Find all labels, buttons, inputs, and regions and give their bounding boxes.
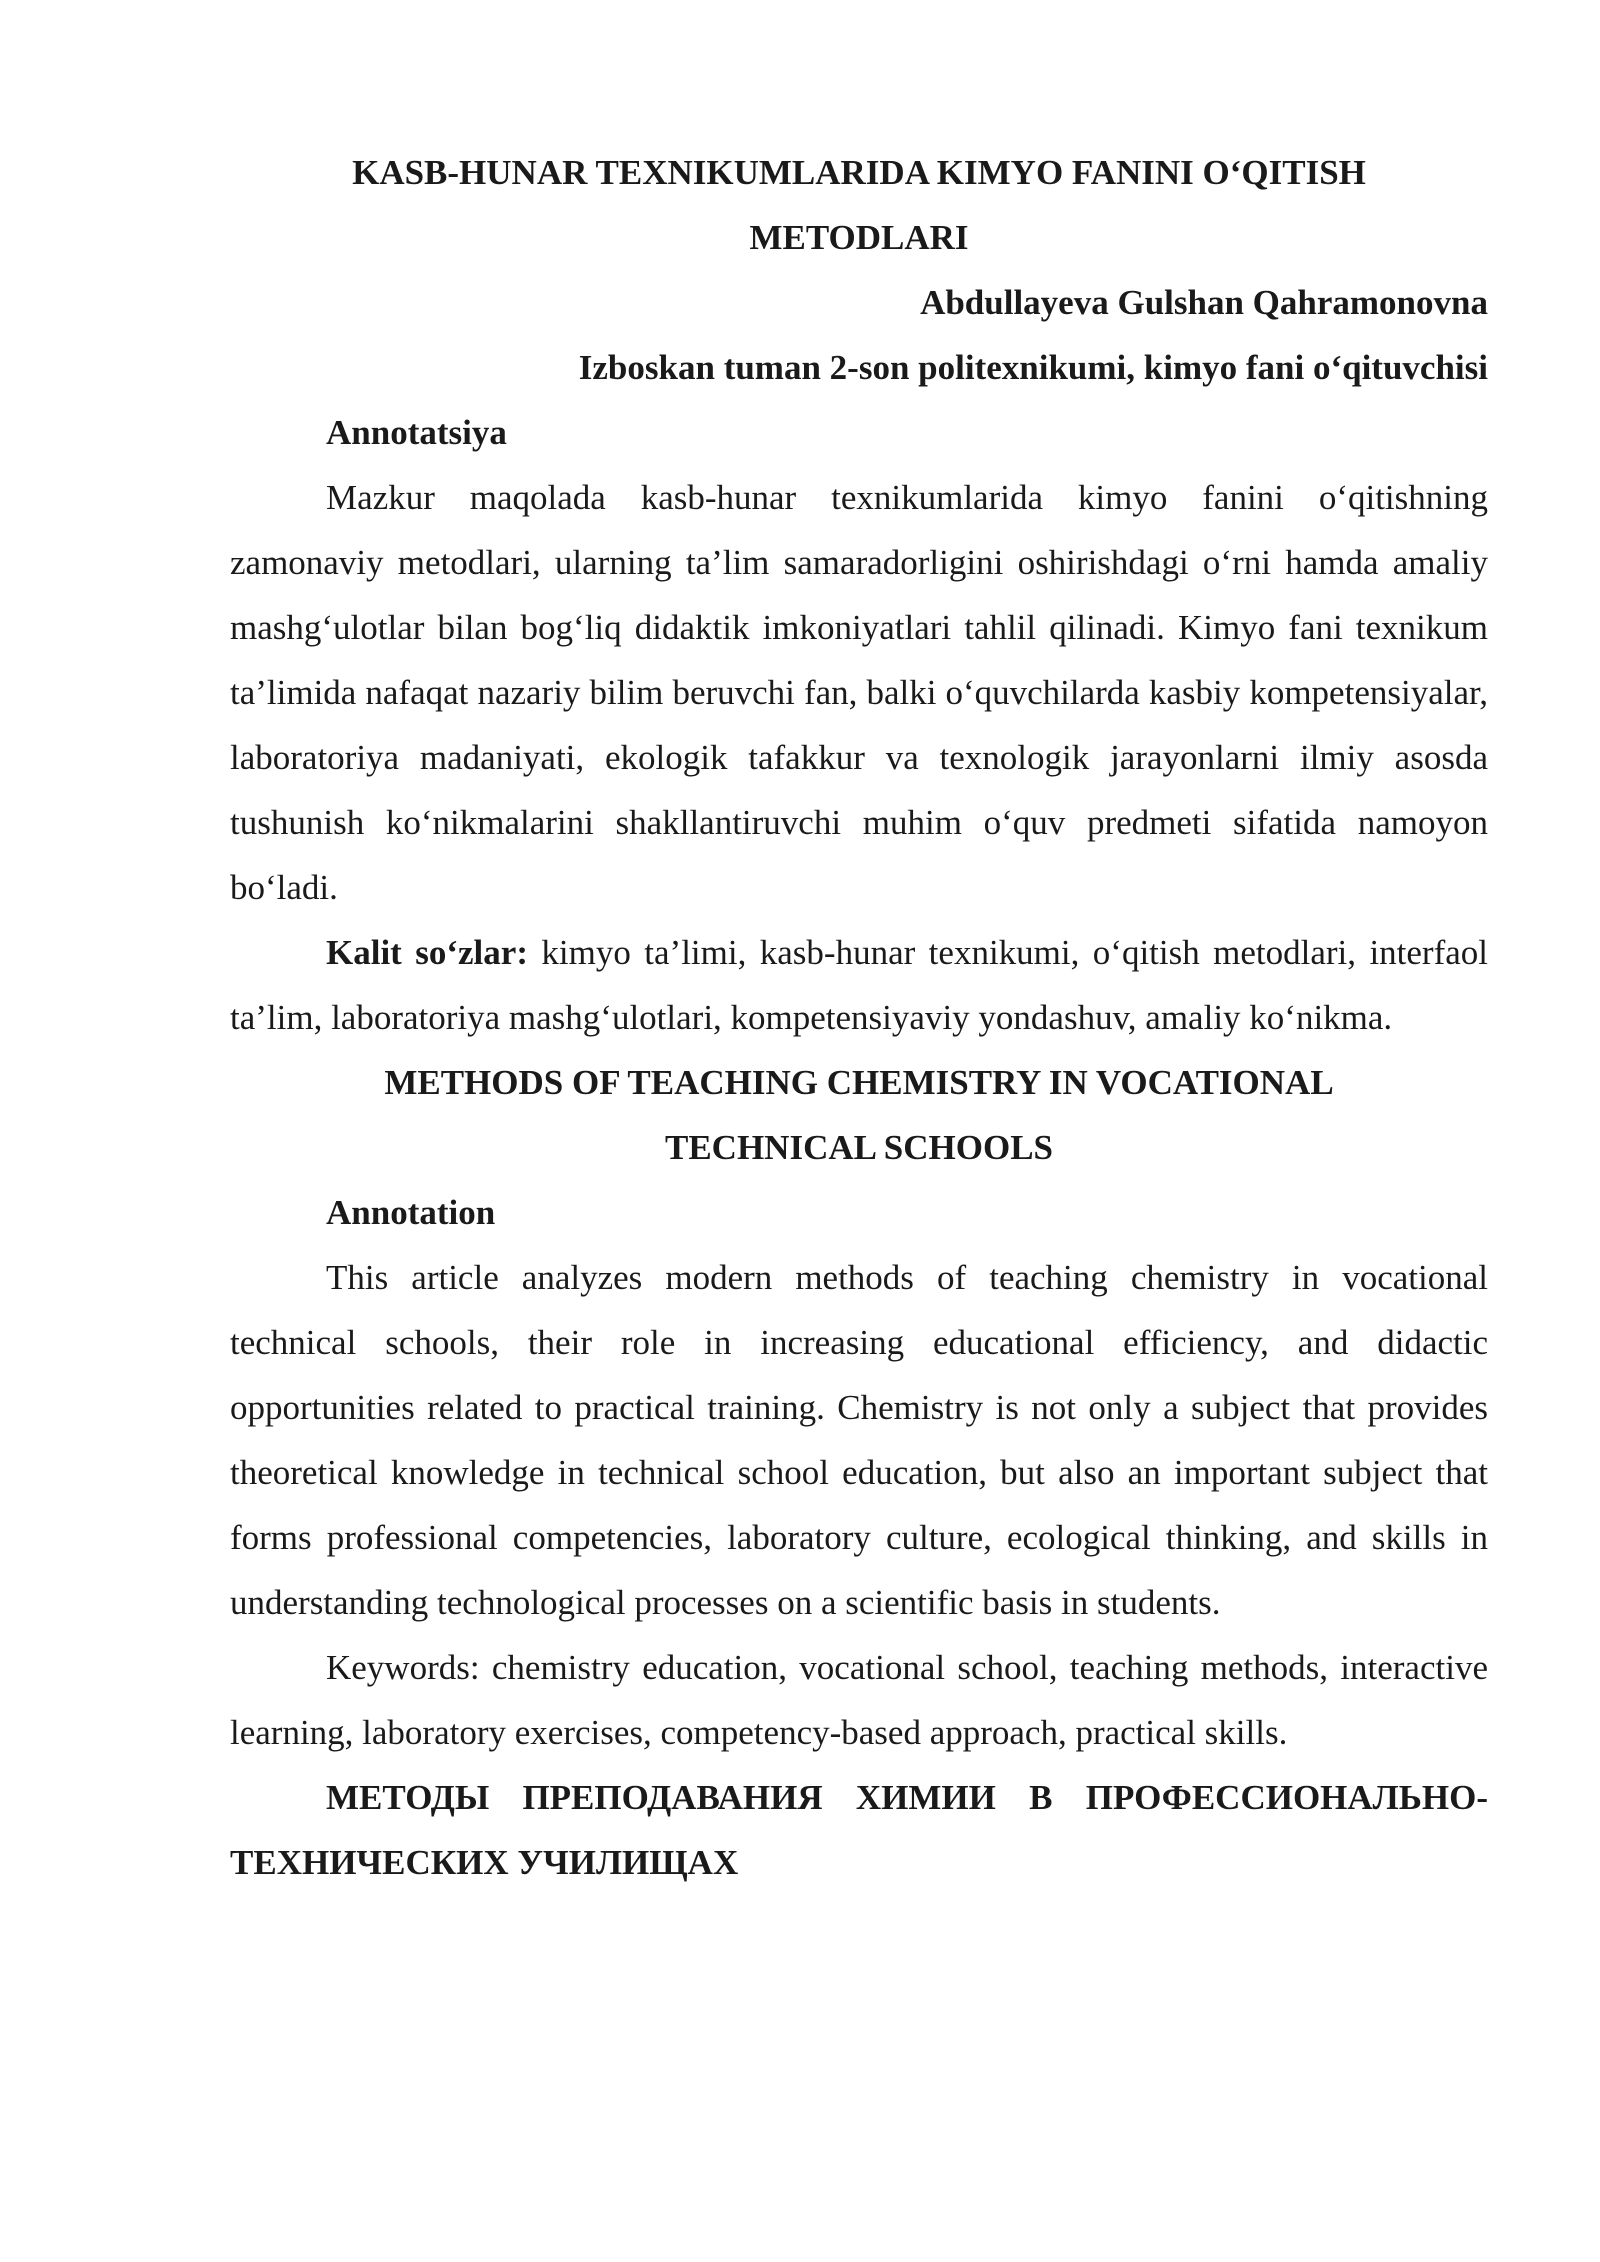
uz-title-line1: KASB-HUNAR TEXNIKUMLARIDA KIMYO FANINI O‘QITISH [352,153,1366,192]
en-title-line2: TECHNICAL SCHOOLS [664,1128,1054,1167]
en-annotation-label: Annotation [326,1193,496,1232]
uz-keywords-label: Kalit so‘zlar: [326,933,528,972]
uz-title [230,140,1488,270]
author-affiliation: Izboskan tuman 2-son politexnikumi, kimyo fani o‘qituvchisi [578,348,1488,387]
uz-annotation-label: Annotatsiya [326,413,507,452]
author-name: Abdullayeva Gulshan Qahramonovna [920,283,1488,322]
uz-keywords [230,920,1488,1050]
document-page [230,140,1488,1895]
en-title-line1: METHODS OF TEACHING CHEMISTRY IN VOCATIONAL [384,1063,1334,1102]
uz-annotation-text: Mazkur maqolada kasb-hunar texnikumlarida kimyo fanini o‘qitishning zamonaviy metodlari, ularning ta’lim samaradorligini oshirishdagi o‘rni hamda amaliy mashg‘ulotlar bilan bog‘liq didaktik imkoniyatlari tahlil qilinadi. Kimyo fani texnikum ta’limida nafaqat nazariy bilim beruvchi fan, balki o‘quvchilarda kasbiy kompetensiyalar, laboratoriya madaniyati, ekologik tafakkur va texnologik jarayonlarni ilmiy asosda tushunish ko‘nikmalarini shakllantiruvchi muhim o‘quv predmeti sifatida namoyon bo‘ladi. [230,478,1488,907]
en-title [230,1050,1488,1180]
uz-title-line2: METODLARI [749,218,969,257]
en-annotation-text: This article analyzes modern methods of teaching chemistry in vocational technical schools, their role in increasing educational efficiency, and didactic opportunities related to practical training. Chemistry is not only a subject that provides theoretical knowledge in technical school education, but also an important subject that forms professional competencies, laboratory culture, ecological thinking, and skills in understanding technological processes on a scientific basis in students. [230,1258,1488,1622]
en-keywords: Keywords: chemistry education, vocational school, teaching methods, interactive learning, laboratory exercises, competency-based approach, practical skills. [230,1648,1488,1752]
ru-title: МЕТОДЫ ПРЕПОДАВАНИЯ ХИМИИ В ПРОФЕССИОНАЛЬНО-ТЕХНИЧЕСКИХ УЧИЛИЩАХ [230,1778,1488,1882]
uz-keywords-text: kimyo ta’limi, kasb-hunar texnikumi, o‘qitish metodlari, interfaol ta’lim, laboratoriya mashg‘ulotlari, kompetensiyaviy yondashuv, amaliy ko‘nikma. [230,933,1488,1037]
